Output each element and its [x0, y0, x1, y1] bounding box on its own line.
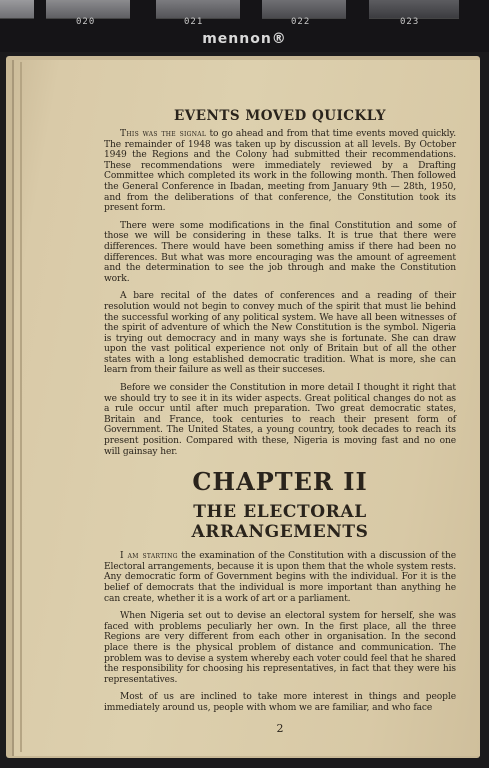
- ruler-number: 022: [291, 17, 311, 27]
- color-calibration-strip: [0, 0, 489, 52]
- paragraph-text: There were some modifications in the final Constitution and some of those we will be considering in these talks. It is true that there were differences. There would have been something amiss if there had been no differences. But what was more encouraging was the amount of agreement and the determination to see the job through and make the Constitution work.: [104, 220, 456, 284]
- paragraph: [104, 291, 456, 376]
- paragraph: [104, 221, 456, 285]
- paragraph: [104, 611, 456, 685]
- paragraph-text: to go ahead and from that time events moved quickly. The remainder of 1948 was taken up by discussion at all levels. By October 1949 the Regions and the Colony had submitted their recommendations. These recommendations were immediately reviewed by a Drafting Committee which completed its work in the following month. Then followed the General Conference in Ibadan, meeting from January 9th — 28th, 1950, and from the deliberations of that conference, the Constitution took its present form.: [104, 129, 456, 214]
- paragraph-text: the examination of the Constitution with a discussion of the Electoral arrangements, because it is upon them that the whole system rests. Any democratic form of Government begins with the individual. For it is the belief of democrats that the individual is more important than anything he can create, whether it is a work of art or a parliament.: [104, 551, 456, 604]
- paragraph-text: When Nigeria set out to devise an electoral system for herself, she was faced with problems peculiarly her own. In the first place, all the three Regions are very different from each other in organisation. In the second place there is the physical problem of distance and communication. The problem was to devise a system whereby each voter could feel that he shared the responsibility for choosing his representatives, in fact that they were his representatives.: [104, 611, 456, 685]
- paragraph-lead: I am starting: [120, 551, 178, 562]
- chapter-heading: CHAPTER II: [192, 467, 368, 497]
- paragraph-group: [104, 551, 456, 713]
- paragraph-group: [104, 129, 456, 457]
- paragraph: [104, 383, 456, 457]
- gray-patch: [0, 0, 34, 19]
- page-number: 2: [276, 721, 284, 735]
- paragraph-lead: This was the signal: [120, 129, 207, 139]
- paragraph: [104, 551, 456, 604]
- page-content: [104, 108, 456, 735]
- paragraph: [104, 692, 456, 713]
- ruler-number: 023: [400, 17, 420, 27]
- paragraph-text: Most of us are inclined to take more interest in things and people immediately around us, people with whom we are familiar, and who face: [104, 692, 456, 713]
- paragraph: [104, 129, 456, 214]
- ruler-number: 021: [184, 17, 204, 27]
- paragraph-text: A bare recital of the dates of conferences and a reading of their resolution would not begin to convey much of the spirit that must lie behind the successful working of any political system. We have all been witnesses of the spirit of adventure of which the New Constitution is the symbol. Nigeria is trying out democracy and in many ways she is fortunate. She can draw upon the vast political experience not only of Britain but of all the other states with a long established democratic tradition. What is more, she can learn from their failure as well as their succeses.: [104, 291, 456, 376]
- chapter-title: THE ELECTORAL ARRANGEMENTS: [191, 502, 369, 543]
- ruler-number: 020: [76, 17, 96, 27]
- page-edge: [20, 62, 22, 752]
- paragraph-text: Before we consider the Constitution in more detail I thought it right that we should try to see it in its wider aspects. Great political changes do not as a rule occur until after much preparation. Two great democratic states, Britain and France, took centuries to reach their present form of Government. The United States, a young country, took decades to reach its present position. Compared with these, Nigeria is moving fast and no one will gainsay her.: [104, 383, 456, 457]
- section-title: EVENTS MOVED QUICKLY: [173, 108, 387, 124]
- brand-logo: mennon®: [202, 31, 287, 47]
